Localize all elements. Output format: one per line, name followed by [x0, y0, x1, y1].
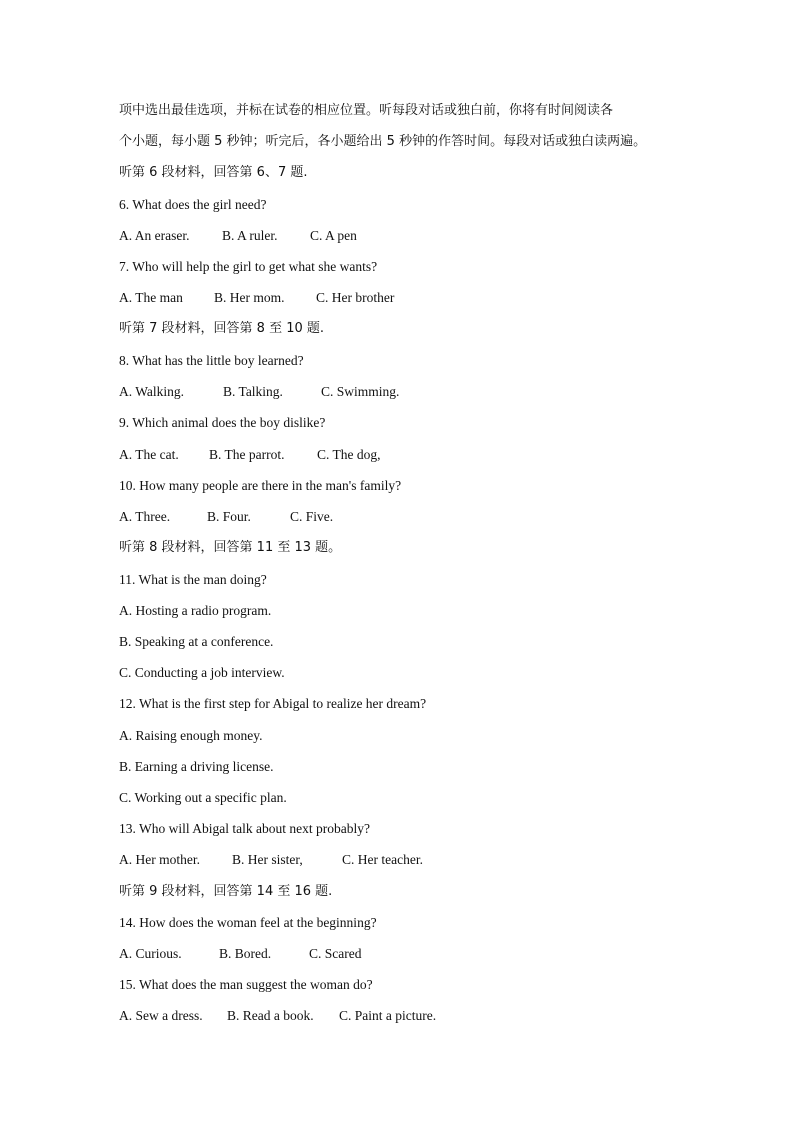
option-b: B. Four. — [207, 509, 251, 524]
question-8-options — [119, 383, 399, 401]
option-c: C. Five. — [290, 509, 334, 524]
option-a: A. An eraser. — [119, 228, 190, 243]
question-8-stem: 8. What has the little boy learned? — [119, 353, 304, 368]
option-a: A. Three. — [119, 509, 171, 524]
section-heading-6: 听第 6 段材料，回答第 6、7 题. — [119, 165, 308, 180]
question-10-options — [119, 508, 333, 526]
question-6-stem: 6. What does the girl need? — [119, 197, 267, 212]
question-11-option-b: B. Speaking at a conference. — [119, 634, 274, 649]
question-7-stem: 7. Who will help the girl to get what she wants? — [119, 259, 378, 274]
question-13-stem: 13. Who will Abigal talk about next probably? — [119, 821, 370, 836]
option-b: B. Talking. — [223, 384, 283, 399]
question-15-options — [119, 1007, 436, 1025]
section-heading-9: 听第 9 段材料，回答第 14 至 16 题. — [119, 884, 333, 899]
question-14-options — [119, 945, 361, 963]
option-c: C. A pen — [310, 228, 357, 243]
question-9-options — [119, 446, 381, 464]
option-b: B. Her sister, — [232, 852, 303, 867]
instructions-line-1: 项中选出最佳选项，并标在试卷的相应位置。听每段对话或独白前，你将有时间阅读各 — [119, 103, 614, 118]
section-heading-7: 听第 7 段材料，回答第 8 至 10 题. — [119, 321, 325, 336]
option-a: A. Walking. — [119, 384, 185, 399]
question-7-options — [119, 289, 394, 307]
question-12-stem: 12. What is the first step for Abigal to realize her dream? — [119, 696, 427, 711]
option-b: B. A ruler. — [222, 228, 278, 243]
option-c: C. Her teacher. — [342, 852, 423, 867]
question-11-stem: 11. What is the man doing? — [119, 572, 267, 587]
question-12-option-c: C. Working out a specific plan. — [119, 790, 287, 805]
question-13-options — [119, 851, 423, 869]
option-a: A. Her mother. — [119, 852, 200, 867]
option-b: B. Bored. — [219, 946, 272, 961]
option-c: C. Swimming. — [321, 384, 400, 399]
option-a: A. Curious. — [119, 946, 182, 961]
option-b: B. Read a book. — [227, 1008, 314, 1023]
section-heading-8: 听第 8 段材料，回答第 11 至 13 题。 — [119, 540, 342, 555]
question-11-option-c: C. Conducting a job interview. — [119, 665, 285, 680]
option-a: A. The cat. — [119, 447, 179, 462]
instructions-line-2: 个小题，每小题 5 秒钟；听完后，各小题给出 5 秒钟的作答时间。每段对话或独白读两遍。 — [119, 134, 647, 149]
option-c: C. The dog, — [317, 447, 381, 462]
question-14-stem: 14. How does the woman feel at the beginning? — [119, 915, 377, 930]
question-10-stem: 10. How many people are there in the man's family? — [119, 478, 402, 493]
question-9-stem: 9. Which animal does the boy dislike? — [119, 415, 326, 430]
option-b: B. The parrot. — [209, 447, 285, 462]
option-c: C. Her brother — [316, 290, 395, 305]
option-c: C. Scared — [309, 946, 362, 961]
question-15-stem: 15. What does the man suggest the woman do? — [119, 977, 373, 992]
question-11-option-a: A. Hosting a radio program. — [119, 603, 272, 618]
option-a: A. The man — [119, 290, 183, 305]
question-6-options — [119, 227, 357, 245]
option-b: B. Her mom. — [214, 290, 285, 305]
option-a: A. Sew a dress. — [119, 1008, 203, 1023]
question-12-option-b: B. Earning a driving license. — [119, 759, 274, 774]
option-c: C. Paint a picture. — [339, 1008, 437, 1023]
question-12-option-a: A. Raising enough money. — [119, 728, 263, 743]
